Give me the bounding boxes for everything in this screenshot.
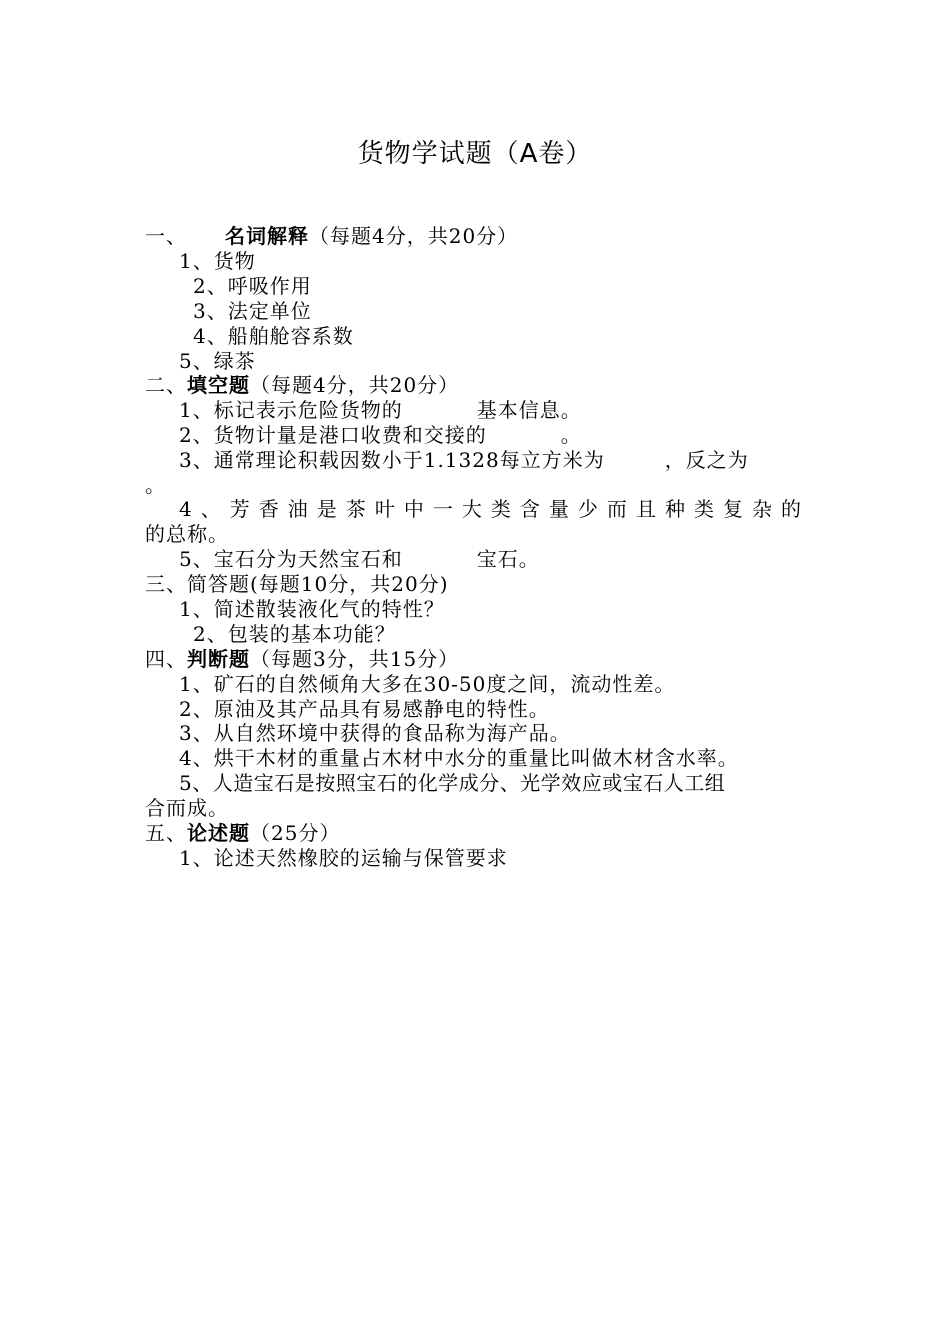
- question-text: 5、宝石分为天然宝石和: [179, 547, 403, 571]
- list-item: 1、矿石的自然倾角大多在30-50度之间，流动性差。: [179, 672, 676, 696]
- question-continuation: 。: [145, 473, 166, 497]
- question-text: ，反之为: [664, 448, 749, 472]
- fill-question: [145, 547, 841, 572]
- page-title: 货物学试题（A卷）: [357, 139, 593, 169]
- question-continuation: 合而成。: [145, 796, 229, 820]
- list-item: 2、呼吸作用: [193, 274, 312, 298]
- list-item: 5、人造宝石是按照宝石的化学成分、光学效应或宝石人工组: [179, 771, 726, 795]
- list-item: 1、货物: [179, 249, 256, 273]
- fill-question: [145, 448, 841, 473]
- section-keyword: 填空题: [187, 373, 250, 397]
- section-number: 一、: [145, 224, 187, 248]
- section-2-heading: [145, 373, 807, 398]
- question-text: 宝石。: [476, 547, 540, 571]
- section-5-heading: [145, 821, 807, 846]
- list-item: 5、绿茶: [179, 349, 256, 373]
- section-keyword: 判断题: [187, 647, 250, 671]
- list-item: 1、论述天然橡胶的运输与保管要求: [179, 846, 508, 870]
- section-note: （每题4分，共20分）: [309, 224, 519, 248]
- list-item: 3、从自然环境中获得的食品称为海产品。: [179, 721, 571, 745]
- list-item: 3、法定单位: [193, 299, 312, 323]
- fill-question: [145, 423, 841, 448]
- fill-question: [145, 398, 841, 423]
- fill-question: 4、芳香油是茶叶中一大类含量少而且种类复杂的: [179, 497, 807, 521]
- list-item: 2、原油及其产品具有易感静电的特性。: [179, 697, 550, 721]
- section-4-heading: [145, 647, 807, 672]
- section-note: （每题3分，共15分）: [250, 647, 460, 671]
- question-text: 2、货物计量是港口收费和交接的: [179, 423, 487, 447]
- list-item: 4、船舶舱容系数: [193, 324, 354, 348]
- section-note: （25分）: [250, 821, 341, 845]
- list-item: 2、包装的基本功能？: [193, 622, 396, 646]
- section-1-heading: [145, 224, 807, 249]
- section-number: 二、: [145, 373, 187, 397]
- question-continuation: 的总称。: [145, 522, 229, 546]
- list-item: 4、烘干木材的重量占木材中水分的重量比叫做木材含水率。: [179, 746, 739, 770]
- section-keyword: 论述题: [187, 821, 250, 845]
- list-item: 1、简述散装液化气的特性？: [179, 597, 445, 621]
- section-3-heading: 三、简答题(每题10分，共20分): [145, 572, 449, 596]
- section-keyword: 名词解释: [225, 224, 309, 248]
- section-note: （每题4分，共20分）: [250, 373, 460, 397]
- section-number: 五、: [145, 821, 187, 845]
- question-text: 1、标记表示危险货物的: [179, 398, 403, 422]
- question-text: 基本信息。: [476, 398, 582, 422]
- question-text: 3、通常理论积载因数小于1.1328每立方米为: [179, 448, 605, 472]
- question-text: 。: [560, 423, 582, 447]
- section-number: 四、: [145, 647, 187, 671]
